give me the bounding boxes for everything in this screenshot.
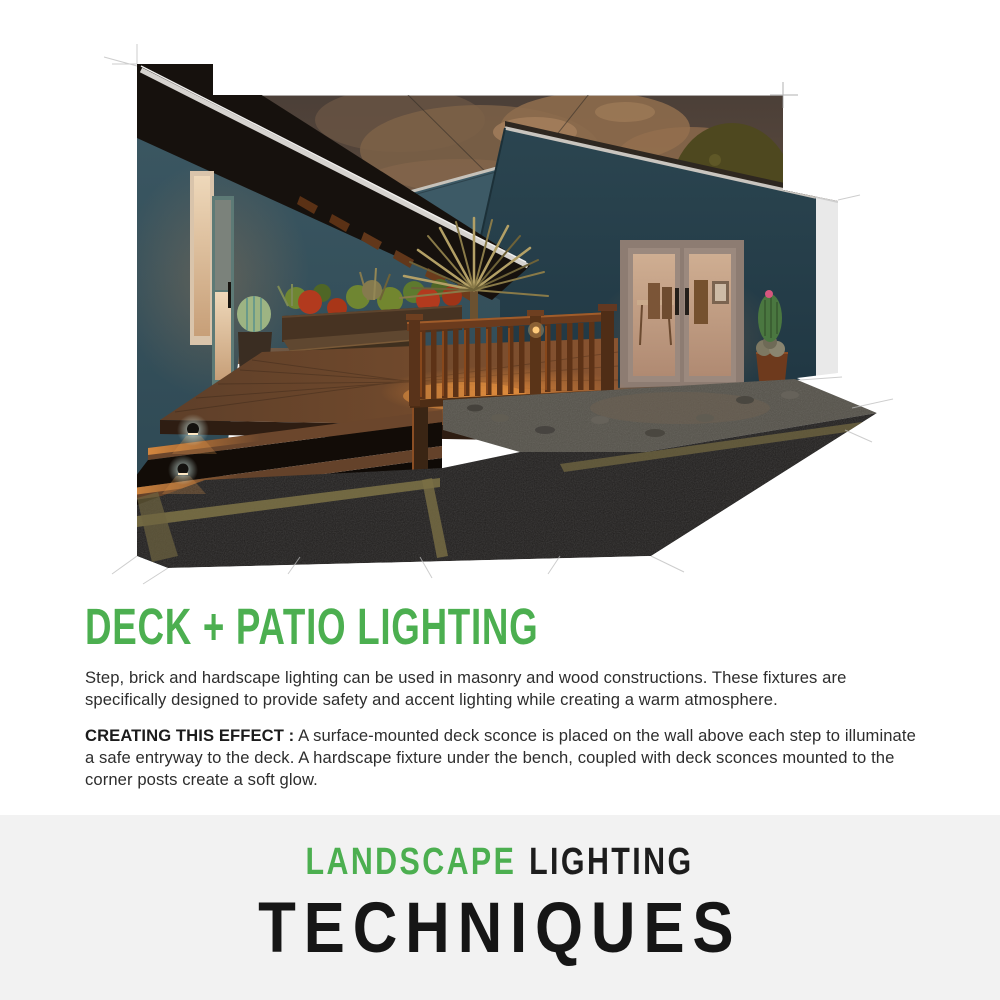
door-handle	[675, 288, 679, 315]
brand-word-lighting: LIGHTING	[529, 841, 694, 883]
deck-sconce	[178, 464, 189, 475]
side-panel	[816, 197, 838, 378]
brand-title: TECHNIQUES	[258, 888, 742, 968]
description-section	[85, 598, 920, 804]
door-handle	[685, 288, 689, 315]
effect-text: A surface-mounted deck sconce is placed on the wall above each step to illuminate a safe entryway to the deck. A hardscape fixture under the bench, coupled with deck sconces mounted to the corner posts create a soft glow.	[85, 725, 916, 789]
effect-paragraph	[85, 725, 920, 791]
railing-post	[409, 318, 420, 406]
page-title: DECK + PATIO LIGHTING	[85, 598, 539, 655]
door-handle	[228, 282, 231, 308]
french-doors	[610, 240, 753, 398]
intro-paragraph: Step, brick and hardscape lighting can be used in masonry and wood constructions. These fixtures are specifically designed to provide safety and accent lighting while creating a warm atmosphere.	[85, 668, 847, 709]
entry-door	[212, 196, 234, 386]
entry-window	[190, 171, 214, 345]
brand-line	[257, 842, 742, 884]
effect-label: CREATING THIS EFFECT :	[85, 725, 295, 745]
brand-footer	[0, 815, 1000, 1000]
brand-word-landscape: LANDSCAPE	[305, 841, 517, 883]
